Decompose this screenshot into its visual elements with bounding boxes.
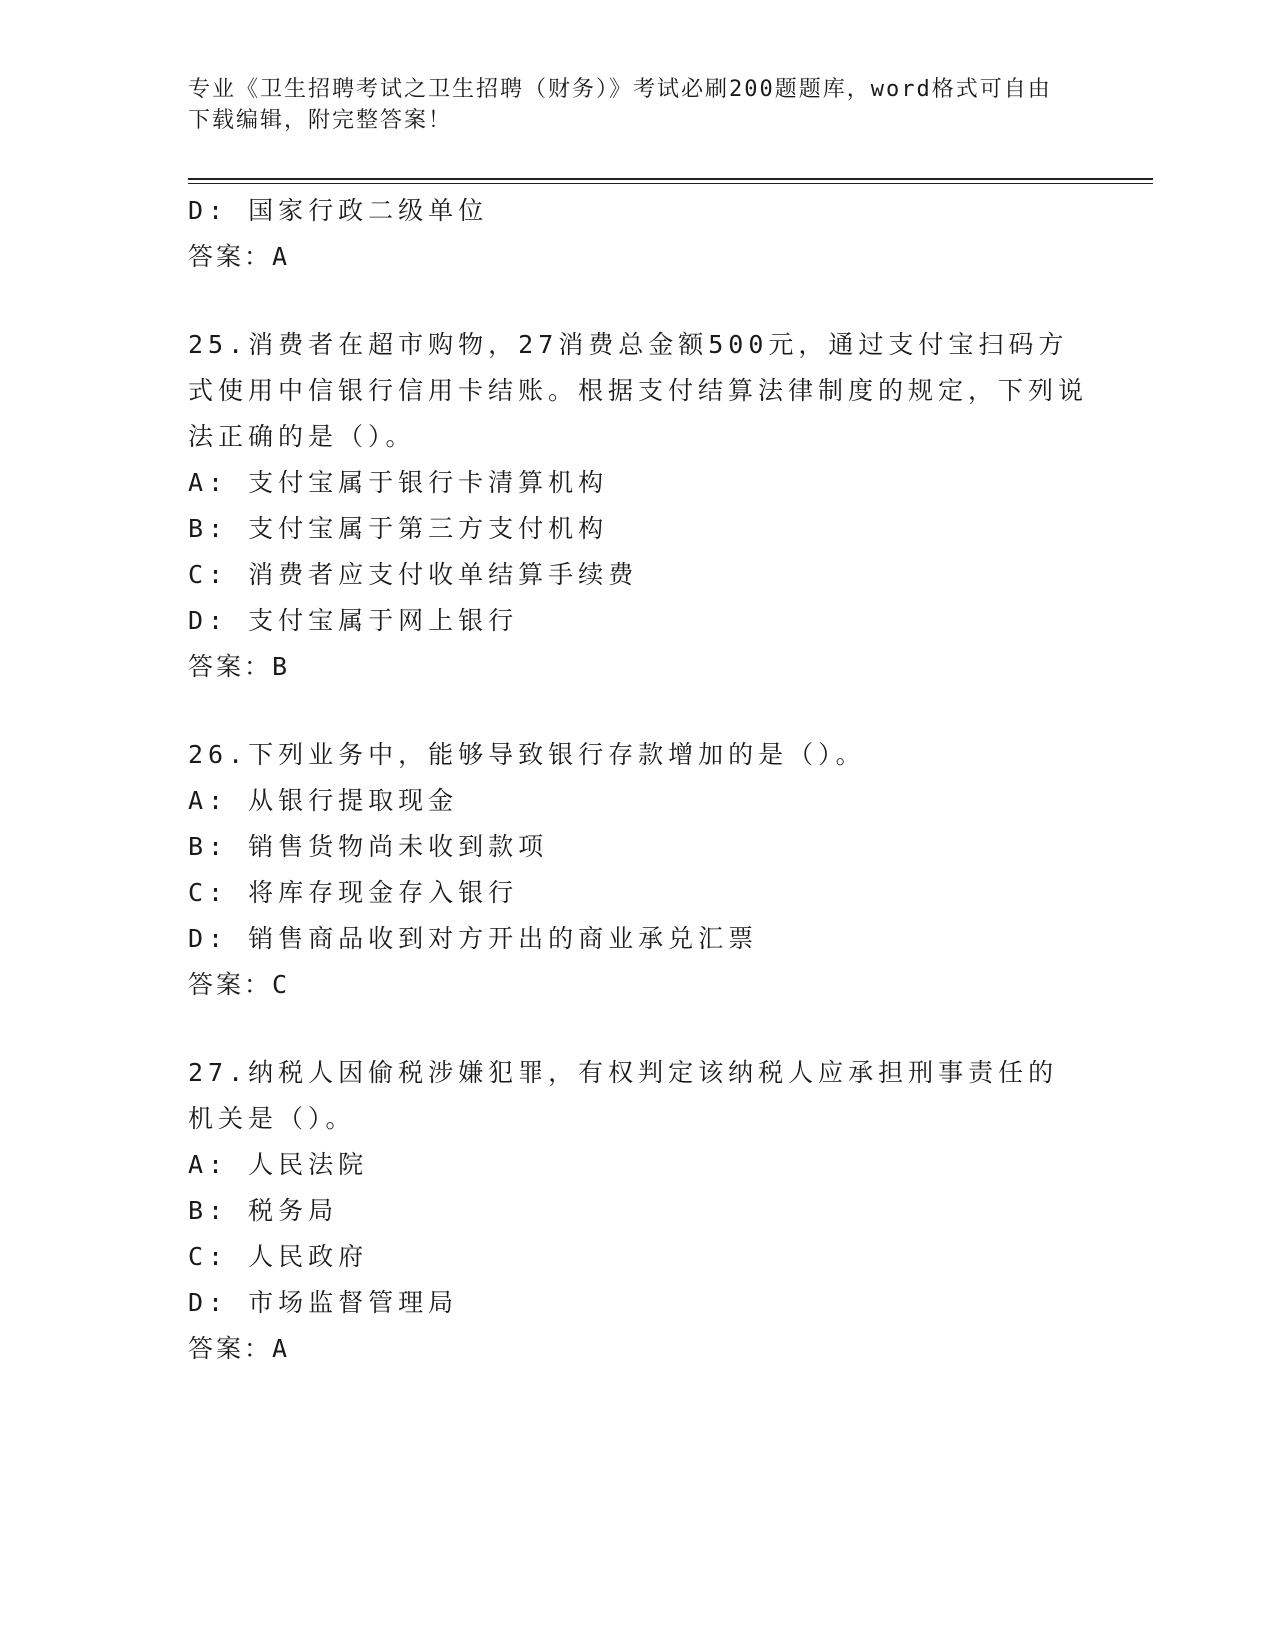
header-divider: [188, 178, 1153, 180]
option-b: B: 销售货物尚未收到款项: [188, 832, 549, 861]
option-d: D: 国家行政二级单位: [188, 196, 489, 225]
option-c: C: 人民政府: [188, 1242, 369, 1271]
option-c: C: 将库存现金存入银行: [188, 878, 519, 907]
question-stem: 27.纳税人因偷税涉嫌犯罪，有权判定该纳税人应承担刑事责任的机关是（）。: [188, 1058, 1059, 1133]
option-d: D: 市场监督管理局: [188, 1288, 459, 1317]
question-stem: 26.下列业务中，能够导致银行存款增加的是（）。: [188, 740, 866, 769]
option-b: B: 支付宝属于第三方支付机构: [188, 514, 609, 543]
question-block-24-tail: [188, 188, 1088, 280]
question-block-27: [188, 1050, 1088, 1372]
header-divider-thin: [188, 183, 1153, 184]
option-a: A: 支付宝属于银行卡清算机构: [188, 468, 609, 497]
document-header: 专业《卫生招聘考试之卫生招聘（财务）》考试必刷200题题库，word格式可自由下载编辑，附完整答案！: [188, 77, 1052, 133]
question-block-26: [188, 732, 1088, 1008]
option-a: A: 人民法院: [188, 1150, 369, 1179]
answer: 答案：A: [188, 242, 291, 271]
option-a: A: 从银行提取现金: [188, 786, 459, 815]
question-list: [188, 188, 1088, 1414]
answer: 答案：B: [188, 652, 291, 681]
option-c: C: 消费者应支付收单结算手续费: [188, 560, 639, 589]
answer: 答案：C: [188, 970, 291, 999]
answer: 答案：A: [188, 1334, 291, 1363]
option-d: D: 销售商品收到对方开出的商业承兑汇票: [188, 924, 759, 953]
question-block-25: [188, 322, 1088, 690]
question-stem: 25.消费者在超市购物，27消费总金额500元，通过支付宝扫码方式使用中信银行信用卡结账。根据支付结算法律制度的规定，下列说法正确的是（）。: [188, 330, 1089, 451]
option-b: B: 税务局: [188, 1196, 339, 1225]
option-d: D: 支付宝属于网上银行: [188, 606, 519, 635]
